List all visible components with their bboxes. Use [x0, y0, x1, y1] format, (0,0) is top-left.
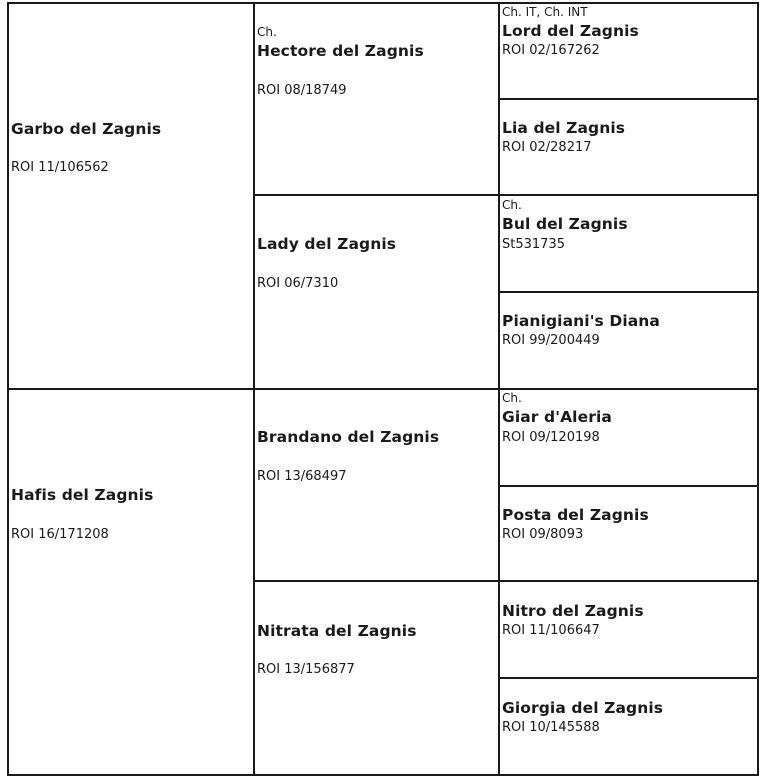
dog-name: Posta del Zagnis	[502, 506, 649, 524]
great-grandparent-cell	[498, 194, 759, 293]
registration-number: ROI 02/28217	[502, 140, 592, 155]
registration-number: St531735	[502, 237, 565, 252]
dog-name: Lia del Zagnis	[502, 119, 626, 137]
dog-name: Garbo del Zagnis	[11, 120, 162, 138]
great-grandparent-cell	[498, 98, 759, 196]
great-grandparent-cell	[498, 2, 759, 100]
granddam-cell	[253, 580, 501, 776]
title-label: Ch. IT, Ch. INT	[502, 5, 588, 19]
dog-name: Hectore del Zagnis	[257, 42, 424, 60]
sire-cell	[7, 2, 255, 390]
registration-number: ROI 08/18749	[257, 83, 347, 98]
dog-name: Brandano del Zagnis	[257, 428, 440, 446]
dog-name: Bul del Zagnis	[502, 215, 628, 233]
dog-name: Lord del Zagnis	[502, 22, 639, 40]
registration-number: ROI 09/8093	[502, 527, 584, 542]
dog-name: Hafis del Zagnis	[11, 486, 154, 504]
title-label: Ch.	[502, 198, 522, 212]
title-label: Ch.	[502, 391, 522, 405]
great-grandparent-cell	[498, 388, 759, 487]
registration-number: ROI 11/106562	[11, 160, 109, 175]
great-grandparent-cell	[498, 677, 759, 776]
great-grandparent-cell	[498, 291, 759, 390]
grandsire-cell	[253, 388, 501, 582]
registration-number: ROI 99/200449	[502, 333, 600, 348]
grandsire-cell	[253, 2, 501, 196]
title-label: Ch.	[257, 25, 277, 39]
registration-number: ROI 09/120198	[502, 430, 600, 445]
dog-name: Lady del Zagnis	[257, 235, 397, 253]
dog-name: Nitro del Zagnis	[502, 602, 644, 620]
dog-name: Nitrata del Zagnis	[257, 622, 417, 640]
registration-number: ROI 02/167262	[502, 43, 600, 58]
registration-number: ROI 13/68497	[257, 469, 347, 484]
registration-number: ROI 10/145588	[502, 720, 600, 735]
great-grandparent-cell	[498, 485, 759, 582]
registration-number: ROI 13/156877	[257, 662, 355, 677]
registration-number: ROI 16/171208	[11, 527, 109, 542]
registration-number: ROI 11/106647	[502, 623, 600, 638]
registration-number: ROI 06/7310	[257, 276, 339, 291]
granddam-cell	[253, 194, 501, 390]
dog-name: Pianigiani's Diana	[502, 312, 660, 330]
dam-cell	[7, 388, 255, 776]
great-grandparent-cell	[498, 580, 759, 679]
dog-name: Giorgia del Zagnis	[502, 699, 664, 717]
dog-name: Giar d'Aleria	[502, 408, 612, 426]
